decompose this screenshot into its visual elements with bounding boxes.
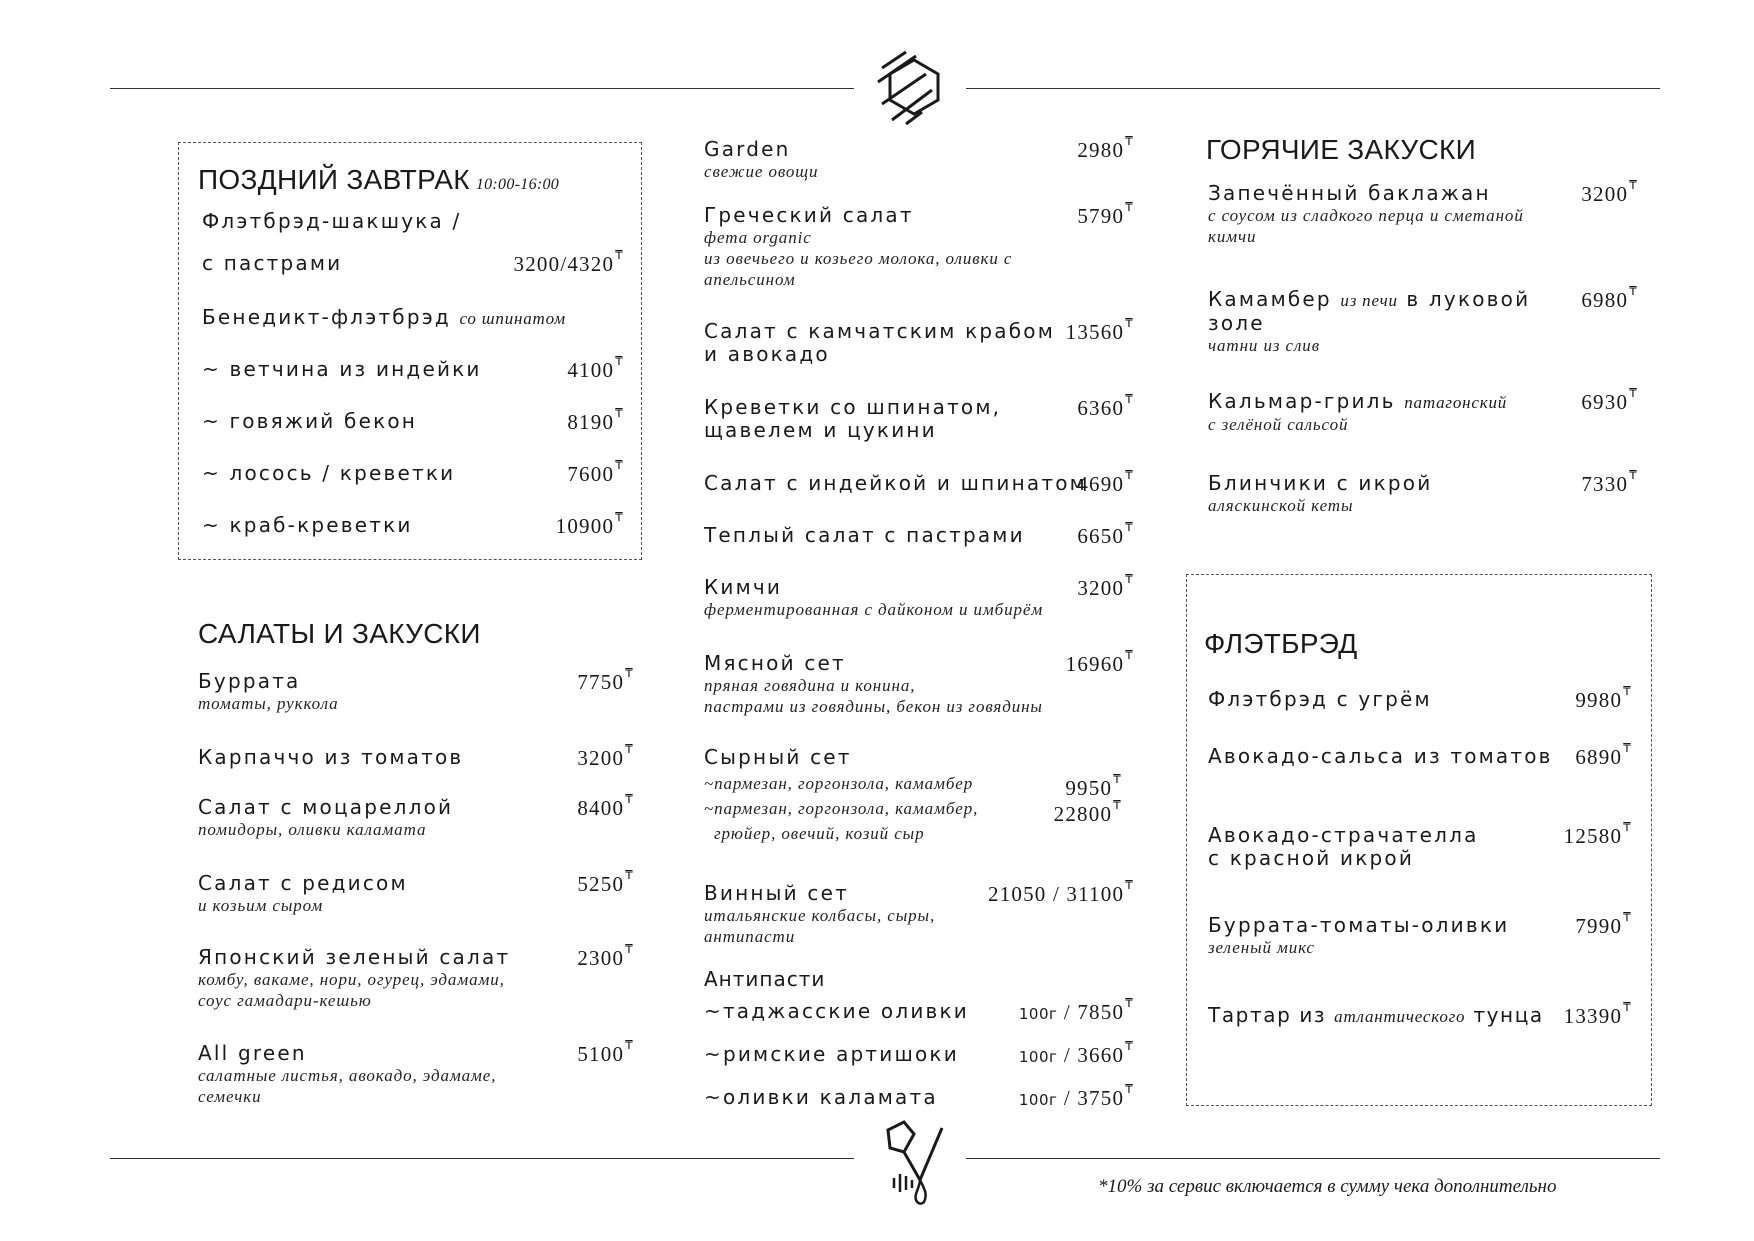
- menu-item: [704, 468, 1134, 496]
- item-name: Мясной сет: [704, 651, 846, 675]
- menu-item: [202, 510, 624, 538]
- item-desc: томаты, руккола: [198, 694, 339, 713]
- item-price: 13560₸: [1065, 316, 1134, 344]
- item-name: ~ лосось / креветки: [202, 461, 456, 485]
- tenge-icon: ₸: [1125, 468, 1134, 482]
- salads-section: [198, 618, 634, 650]
- item-price: 10900₸: [555, 510, 624, 538]
- item-desc: зеленый микс: [1208, 938, 1315, 957]
- item-name: Флэтбрэд с угрём: [1208, 687, 1432, 711]
- tenge-icon: ₸: [1623, 820, 1632, 834]
- menu-item: [1208, 284, 1638, 356]
- tenge-icon: ₸: [615, 510, 624, 524]
- tenge-icon: ₸: [615, 354, 624, 368]
- tenge-icon: ₸: [1629, 386, 1638, 400]
- tenge-icon: ₸: [1125, 878, 1134, 892]
- item-name: Салат с камчатским крабом: [704, 319, 1055, 343]
- item-name: Кимчи: [704, 575, 783, 599]
- item-desc: с зелёной сальсой: [1208, 415, 1349, 434]
- item-desc: комбу, вакаме, нори, огурец, эдамами,: [198, 970, 505, 989]
- tenge-icon: ₸: [1125, 996, 1134, 1010]
- item-name: ~ ветчина из индейки: [202, 357, 482, 381]
- item-price: 8400₸: [577, 792, 634, 820]
- tenge-icon: ₸: [1623, 1000, 1632, 1014]
- menu-item: [704, 996, 1134, 1024]
- tenge-icon: ₸: [1113, 798, 1122, 812]
- item-desc: аляскинской кеты: [1208, 496, 1354, 515]
- menu-item: [198, 868, 634, 916]
- service-charge-note: *10% за сервис включается в сумму чека дополнительно: [1098, 1176, 1557, 1197]
- menu-item: [202, 458, 624, 486]
- item-name-line2: с красной икрой: [1208, 846, 1415, 870]
- item-price: 12580₸: [1563, 820, 1632, 848]
- item-name: ~таджасские оливки: [704, 999, 969, 1023]
- tenge-icon: ₸: [1623, 684, 1632, 698]
- menu-item: [704, 572, 1134, 620]
- hot-snacks-title: ГОРЯЧИЕ ЗАКУСКИ: [1206, 134, 1477, 165]
- item-name: Запечённый баклажан: [1208, 181, 1491, 205]
- flatbread-section: [1204, 628, 1634, 660]
- menu-item: [704, 1082, 1134, 1110]
- item-desc: и козьим сыром: [198, 896, 324, 915]
- late-breakfast-title: ПОЗДНИЙ ЗАВТРАК 10:00-16:00: [198, 164, 560, 195]
- item-price: 7750₸: [577, 666, 634, 694]
- menu-item: [704, 520, 1134, 548]
- item-price: 22800₸: [1053, 798, 1122, 826]
- item-name: ~оливки каламата: [704, 1085, 938, 1109]
- menu-item: [704, 200, 1134, 290]
- item-price: 6930₸: [1581, 386, 1638, 414]
- item-name: Кальмар-гриль патагонский: [1208, 389, 1508, 413]
- menu-item: [1208, 684, 1632, 712]
- item-price: 9950₸: [1065, 772, 1122, 800]
- item-price: 100г / 7850₸: [1018, 996, 1134, 1024]
- top-logo-icon: [876, 50, 948, 126]
- tenge-icon: ₸: [1623, 910, 1632, 924]
- item-name: Тартар из атлантического тунца: [1208, 1003, 1544, 1027]
- late-breakfast-box: [178, 142, 642, 560]
- item-price: 2300₸: [577, 942, 634, 970]
- item-inline-desc: патагонский: [1404, 393, 1508, 412]
- flatbread-title: ФЛЭТБРЭД: [1204, 628, 1358, 659]
- late-breakfast-hours: 10:00-16:00: [475, 176, 560, 193]
- item-name: Салат с моцареллой: [198, 795, 454, 819]
- item-price: 6650₸: [1077, 520, 1134, 548]
- item-desc: ~пармезан, горгонзола, камамбер,: [704, 799, 979, 818]
- tenge-icon: ₸: [625, 742, 634, 756]
- item-inline-desc: атлантического: [1334, 1007, 1466, 1026]
- item-desc: антипасти: [704, 927, 796, 946]
- menu-item: [704, 134, 1134, 182]
- item-desc: помидоры, оливки каламата: [198, 820, 427, 839]
- antipasti-block: [704, 968, 1134, 991]
- tenge-icon: ₸: [1125, 572, 1134, 586]
- tenge-icon: ₸: [1623, 741, 1632, 755]
- item-weight: 100г: [1018, 1005, 1058, 1023]
- menu-item: [198, 666, 634, 714]
- menu-item: [704, 878, 1134, 947]
- menu-item: [1208, 910, 1632, 958]
- item-name: Теплый салат с пастрами: [704, 523, 1025, 547]
- menu-item: [198, 792, 634, 840]
- item-name: Японский зеленый салат: [198, 945, 511, 969]
- menu-item: [1208, 741, 1632, 769]
- item-inline-desc: из печи: [1340, 291, 1398, 310]
- menu-item: [202, 306, 624, 330]
- tenge-icon: ₸: [1113, 772, 1122, 786]
- item-price: 7330₸: [1581, 468, 1638, 496]
- bottom-rule-left: [110, 1158, 854, 1159]
- item-name: Камамбер из печи в луковой: [1208, 287, 1531, 311]
- item-price: 2980₸: [1077, 134, 1134, 162]
- tenge-icon: ₸: [615, 458, 624, 472]
- item-price: 100г / 3750₸: [1018, 1082, 1134, 1110]
- item-name: Бенедикт-флэтбрэд со шпинатом: [202, 305, 566, 329]
- item-desc: грюйер, овечий, козий сыр: [714, 824, 925, 843]
- item-name: Карпаччо из томатов: [198, 745, 464, 769]
- menu-item: [202, 210, 624, 233]
- item-desc: апельсином: [704, 270, 796, 289]
- menu-item: [704, 648, 1134, 717]
- menu-item: [1208, 820, 1632, 870]
- item-price: 13390₸: [1563, 1000, 1632, 1028]
- item-desc: ферментированная с дайконом и имбирём: [704, 600, 1044, 619]
- item-price: 8190₸: [567, 406, 624, 434]
- item-price: 9980₸: [1575, 684, 1632, 712]
- item-price: 21050 / 31100₸: [988, 878, 1134, 906]
- item-desc: чатни из слив: [1208, 336, 1320, 355]
- item-desc: ~пармезан, горгонзола, камамбер: [704, 774, 974, 793]
- tenge-icon: ₸: [1125, 392, 1134, 406]
- menu-item: [704, 1039, 1134, 1067]
- bottom-rule-right: [966, 1158, 1660, 1159]
- tenge-icon: ₸: [625, 1038, 634, 1052]
- tenge-icon: ₸: [1629, 284, 1638, 298]
- item-name: Греческий салат: [704, 203, 914, 227]
- tenge-icon: ₸: [1125, 134, 1134, 148]
- menu-item: [202, 248, 624, 276]
- item-desc: свежие овощи: [704, 162, 819, 181]
- item-desc: пастрами из говядины, бекон из говядины: [704, 697, 1043, 716]
- item-name: Креветки со шпинатом,: [704, 395, 1002, 419]
- item-desc: из овечьего и козьего молока, оливки с: [704, 249, 1013, 268]
- item-name-line2: и авокадо: [704, 342, 830, 366]
- item-price: 5250₸: [577, 868, 634, 896]
- tenge-icon: ₸: [625, 666, 634, 680]
- top-rule-left: [110, 88, 854, 89]
- item-name-line2: золе: [1208, 311, 1265, 335]
- item-name-line2: щавелем и цукини: [704, 418, 937, 442]
- top-rule-right: [966, 88, 1660, 89]
- item-price: 5790₸: [1077, 200, 1134, 228]
- item-name: Салат с индейкой и шпинатом: [704, 471, 1087, 495]
- tenge-icon: ₸: [1125, 648, 1134, 662]
- item-name: ~римские артишоки: [704, 1042, 959, 1066]
- tenge-icon: ₸: [615, 248, 624, 262]
- tenge-icon: ₸: [615, 406, 624, 420]
- tenge-icon: ₸: [1629, 178, 1638, 192]
- item-price: 4100₸: [567, 354, 624, 382]
- late-breakfast-section: [198, 164, 624, 196]
- item-price: 100г / 3660₸: [1018, 1039, 1134, 1067]
- item-price: 3200/4320₸: [513, 248, 624, 276]
- item-price: 3200₸: [1077, 572, 1134, 600]
- tenge-icon: ₸: [1125, 316, 1134, 330]
- item-price: 7600₸: [567, 458, 624, 486]
- tenge-icon: ₸: [625, 868, 634, 882]
- item-name: Garden: [704, 137, 791, 161]
- menu-item: [198, 742, 634, 770]
- item-price: 3200₸: [577, 742, 634, 770]
- item-desc: итальянские колбасы, сыры,: [704, 906, 936, 925]
- tenge-icon: ₸: [1125, 1082, 1134, 1096]
- item-desc: салатные листья, авокадо, эдамаме,: [198, 1066, 497, 1085]
- menu-item: [1208, 178, 1638, 247]
- item-desc: семечки: [198, 1087, 262, 1106]
- item-desc: фета organic: [704, 228, 812, 247]
- item-name: Блинчики с икрой: [1208, 471, 1433, 495]
- item-name: Сырный сет: [704, 745, 852, 769]
- item-name: ~ говяжий бекон: [202, 409, 418, 433]
- tenge-icon: ₸: [625, 792, 634, 806]
- menu-item: [202, 406, 624, 434]
- menu-item: [198, 1038, 634, 1107]
- salads-title: САЛАТЫ И ЗАКУСКИ: [198, 618, 481, 649]
- hot-snacks-section: [1206, 134, 1642, 166]
- tenge-icon: ₸: [1629, 468, 1638, 482]
- item-name: Салат с редисом: [198, 871, 408, 895]
- item-desc: соус гамадари-кешью: [198, 991, 372, 1010]
- menu-item: [704, 316, 1134, 366]
- antipasti-title: Антипасти: [704, 967, 826, 991]
- menu-item: [1208, 1000, 1632, 1028]
- tenge-icon: ₸: [625, 942, 634, 956]
- item-desc: кимчи: [1208, 227, 1257, 246]
- item-price: 6360₸: [1077, 392, 1134, 420]
- item-name: Флэтбрэд-шакшука /: [202, 209, 462, 233]
- item-price: 16960₸: [1065, 648, 1134, 676]
- item-price: 7990₸: [1575, 910, 1632, 938]
- menu-item: [202, 354, 624, 382]
- menu-item: [1208, 386, 1638, 435]
- item-name: Винный сет: [704, 881, 849, 905]
- tenge-icon: ₸: [1125, 1039, 1134, 1053]
- item-desc: с соусом из сладкого перца и сметаной: [1208, 206, 1524, 225]
- item-name: Буррата-томаты-оливки: [1208, 913, 1510, 937]
- item-name: ~ краб-креветки: [202, 513, 413, 537]
- item-price: 3200₸: [1581, 178, 1638, 206]
- item-weight: 100г: [1018, 1091, 1058, 1109]
- menu-item: [198, 942, 634, 1011]
- item-name: с пастрами: [202, 251, 343, 275]
- item-name: All green: [198, 1041, 307, 1065]
- item-name: Буррата: [198, 669, 301, 693]
- item-inline-desc: со шпинатом: [459, 309, 566, 328]
- item-weight: 100г: [1018, 1048, 1058, 1066]
- item-desc: пряная говядина и конина,: [704, 676, 916, 695]
- item-price: 6890₸: [1575, 741, 1632, 769]
- item-name: Авокадо-сальса из томатов: [1208, 744, 1553, 768]
- menu-item: [704, 746, 1134, 844]
- item-price: 5100₸: [577, 1038, 634, 1066]
- bottom-logo-icon: [880, 1118, 950, 1206]
- item-name: Авокадо-страчателла: [1208, 823, 1479, 847]
- tenge-icon: ₸: [1125, 520, 1134, 534]
- item-price: 6980₸: [1581, 284, 1638, 312]
- item-price: 4690₸: [1077, 468, 1134, 496]
- menu-item: [704, 392, 1134, 442]
- menu-item: [1208, 468, 1638, 516]
- tenge-icon: ₸: [1125, 200, 1134, 214]
